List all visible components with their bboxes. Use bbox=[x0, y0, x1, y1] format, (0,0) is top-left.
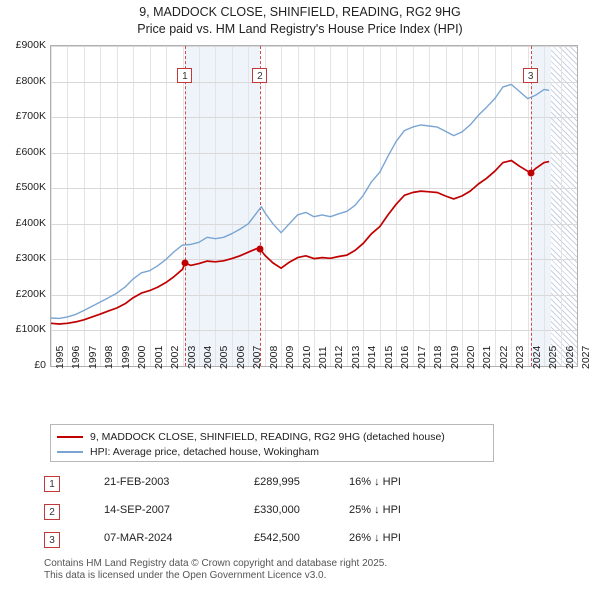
y-axis-tick-label: £200K bbox=[15, 287, 46, 300]
legend-item-1[interactable] bbox=[57, 430, 487, 444]
x-axis-tick-label: 2026 bbox=[563, 345, 576, 369]
sale-marker-dot-1 bbox=[181, 259, 188, 266]
y-axis-tick-label: £400K bbox=[15, 216, 46, 229]
sale-event-price: £330,000 bbox=[254, 504, 300, 516]
sale-event-row[interactable] bbox=[44, 472, 464, 500]
x-axis-tick-label: 1995 bbox=[54, 345, 66, 369]
x-axis-tick-label: 2025 bbox=[547, 345, 560, 369]
sale-marker-dot-2 bbox=[256, 245, 263, 252]
legend-item-2[interactable] bbox=[57, 445, 487, 459]
sale-event-row[interactable] bbox=[44, 528, 464, 556]
x-axis-tick-label: 2017 bbox=[415, 345, 428, 369]
x-axis-tick-label: 2018 bbox=[432, 345, 445, 369]
series-line bbox=[51, 84, 549, 318]
x-axis-tick-label: 2004 bbox=[201, 345, 214, 369]
sale-event-date: 14-SEP-2007 bbox=[104, 504, 171, 516]
x-axis-tick-label: 2012 bbox=[333, 345, 346, 369]
x-axis-tick-label: 1998 bbox=[103, 345, 116, 369]
y-axis-tick-label: £100K bbox=[15, 323, 46, 336]
sale-event-number: 3 bbox=[44, 532, 60, 548]
x-axis-tick-label: 2019 bbox=[448, 345, 461, 369]
series-line bbox=[51, 161, 549, 325]
sale-event-hpi-delta: 26% ↓ HPI bbox=[349, 532, 401, 544]
x-axis-tick-label: 2003 bbox=[185, 345, 198, 369]
gridline-vertical bbox=[577, 46, 578, 366]
y-axis-tick-label: £0 bbox=[34, 359, 46, 371]
plot-area bbox=[50, 45, 578, 367]
sale-events-table bbox=[44, 472, 464, 556]
x-axis-tick-label: 1997 bbox=[86, 345, 99, 369]
legend-color-swatch bbox=[57, 451, 83, 453]
x-axis-tick-label: 2005 bbox=[218, 345, 231, 369]
series-canvas bbox=[51, 46, 577, 366]
x-axis-tick-label: 2014 bbox=[366, 345, 379, 369]
x-axis-tick-label: 2008 bbox=[267, 345, 280, 369]
y-axis-tick-label: £300K bbox=[15, 252, 46, 265]
sale-event-price: £542,500 bbox=[254, 532, 300, 544]
legend-color-swatch bbox=[57, 436, 83, 438]
sale-marker-dot-3 bbox=[527, 170, 534, 177]
sale-event-row[interactable] bbox=[44, 500, 464, 528]
x-axis-tick-label: 2010 bbox=[300, 345, 313, 369]
y-axis-tick-label: £500K bbox=[15, 181, 46, 194]
x-axis-tick-label: 2000 bbox=[136, 345, 149, 369]
x-axis-tick-label: 2021 bbox=[481, 345, 494, 369]
x-axis-tick-label: 2016 bbox=[399, 345, 412, 369]
sale-marker-label-2[interactable]: 2 bbox=[252, 68, 267, 83]
footer-line-1: Contains HM Land Registry data © Crown copyright and database right 2025. bbox=[44, 558, 388, 569]
y-axis-tick-label: £800K bbox=[15, 74, 46, 87]
x-axis-tick-label: 2020 bbox=[464, 345, 477, 369]
title-line-2: Price paid vs. HM Land Registry's House Price Index (HPI) bbox=[137, 22, 463, 36]
x-axis-tick-label: 2007 bbox=[251, 345, 264, 369]
x-axis-tick-label: 1996 bbox=[70, 345, 83, 369]
sale-event-number: 2 bbox=[44, 504, 60, 520]
legend-label: 9, MADDOCK CLOSE, SHINFIELD, READING, RG2 9HG (detached house) bbox=[90, 431, 445, 443]
y-axis-tick-label: £600K bbox=[15, 145, 46, 158]
y-axis-tick-label: £900K bbox=[15, 39, 46, 51]
x-axis-tick-label: 2027 bbox=[580, 345, 592, 369]
legend-label: HPI: Average price, detached house, Wokingham bbox=[90, 446, 320, 458]
x-axis-tick-label: 2013 bbox=[349, 345, 362, 369]
sale-marker-label-3[interactable]: 3 bbox=[523, 68, 538, 83]
sale-event-date: 21-FEB-2003 bbox=[104, 476, 170, 488]
x-axis-tick-label: 2001 bbox=[152, 345, 165, 369]
x-axis-tick-label: 2015 bbox=[382, 345, 395, 369]
footer-attribution bbox=[44, 558, 584, 582]
title-line-1: 9, MADDOCK CLOSE, SHINFIELD, READING, RG2 9HG bbox=[139, 5, 461, 19]
chart-legend bbox=[50, 424, 494, 462]
sale-event-hpi-delta: 16% ↓ HPI bbox=[349, 476, 401, 488]
x-axis-tick-label: 2002 bbox=[169, 345, 182, 369]
sale-event-date: 07-MAR-2024 bbox=[104, 532, 173, 544]
y-axis-tick-label: £700K bbox=[15, 110, 46, 123]
x-axis-tick-label: 2022 bbox=[497, 345, 510, 369]
sale-event-hpi-delta: 25% ↓ HPI bbox=[349, 504, 401, 516]
x-axis-tick-label: 2009 bbox=[284, 345, 297, 369]
sale-event-price: £289,995 bbox=[254, 476, 300, 488]
x-axis-tick-label: 2024 bbox=[530, 345, 543, 369]
sale-event-number: 1 bbox=[44, 476, 60, 492]
page-title bbox=[0, 4, 600, 38]
x-axis-tick-label: 2023 bbox=[514, 345, 527, 369]
x-axis-tick-label: 2006 bbox=[234, 345, 247, 369]
x-axis-tick-label: 2011 bbox=[317, 346, 329, 369]
sale-marker-label-1[interactable]: 1 bbox=[177, 68, 192, 83]
footer-line-2: This data is licensed under the Open Government Licence v3.0. bbox=[44, 570, 327, 581]
x-axis-tick-label: 1999 bbox=[119, 345, 132, 369]
